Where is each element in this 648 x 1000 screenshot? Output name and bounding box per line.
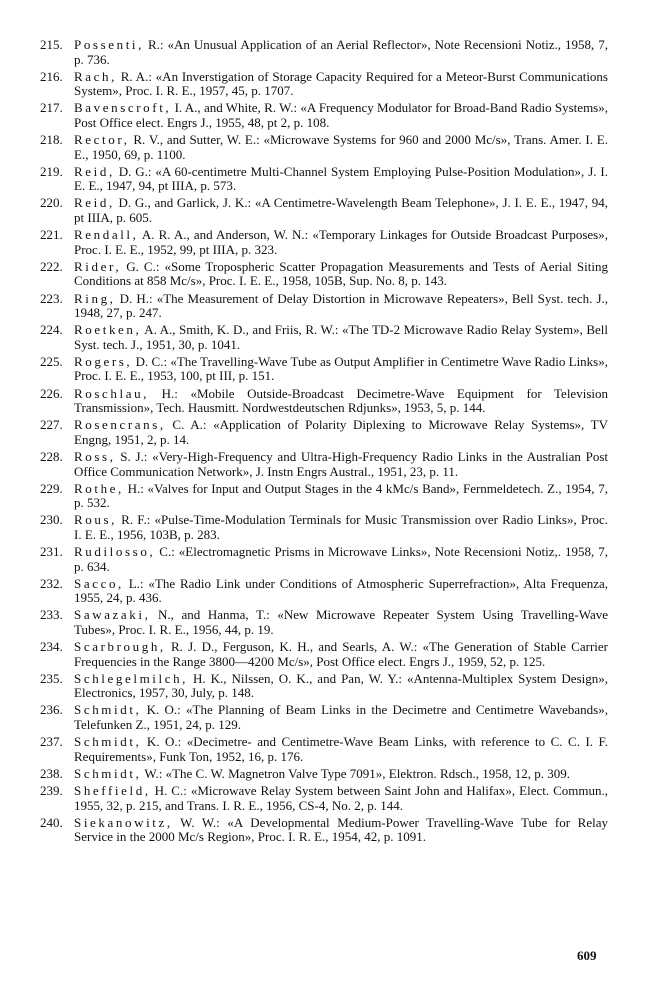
reference-number: 238. (40, 765, 63, 781)
reference-text (74, 450, 608, 479)
reference-item (40, 545, 608, 574)
reference-number: 231. (40, 544, 63, 559)
reference-item (40, 450, 608, 479)
reference-author: Roetken, (74, 322, 142, 338)
reference-text (74, 784, 608, 813)
reference-details: C.: «Electromagnetic Prisms in Microwave Links», Note Recensioni Notiz,. 1958, 7, p. 634. (74, 544, 608, 574)
reference-details: C. A.: «Application of Polarity Diplexing to Microwave Relay Systems», TV Engng, 1951, 2, p. 14. (74, 417, 608, 447)
reference-text (74, 816, 608, 845)
reference-item (40, 577, 608, 606)
reference-item (40, 767, 608, 782)
reference-text (74, 767, 608, 782)
reference-author: Rous, (74, 512, 117, 528)
reference-details: H.: «Valves for Input and Output Stages in the 4 kMc/s Band», Fernmeldetech. Z., 1954, 7, p. 532. (74, 480, 608, 511)
reference-text (74, 38, 608, 67)
reference-text (74, 735, 608, 764)
reference-item (40, 260, 608, 289)
reference-number: 239. (40, 782, 63, 798)
reference-item (40, 608, 608, 637)
reference-details: R. V., and Sutter, W. E.: «Microwave Systems for 960 and 2000 Mc/s», Trans. Amer. I. E. E., 1950, 69, p. 1100. (74, 132, 608, 162)
reference-details: G. C.: «Some Tropospheric Scatter Propagation Measurements and Tests of Aerial Siting Conditions at 858 Mc/s», Proc. I. E. E., 1958, 105B, Sup. No. 8, p. 143. (74, 258, 608, 289)
reference-details: H. K., Nilssen, O. K., and Pan, W. Y.: «Antenna-Multiplex System Design», Electronics, 1957, 30, July, p. 148. (74, 670, 608, 701)
reference-text (74, 228, 608, 257)
reference-number: 234. (40, 639, 63, 655)
reference-author: Rider, (74, 258, 122, 274)
reference-details: D. C.: «The Travelling-Wave Tube as Output Amplifier in Centimetre Wave Radio Links», Proc. I. E. E., 1953, 100, pt III, p. 151. (74, 353, 608, 384)
reference-item (40, 816, 608, 845)
reference-number: 225. (40, 353, 63, 369)
reference-text (74, 355, 608, 384)
reference-item (40, 38, 608, 67)
reference-details: D. H.: «The Measurement of Delay Distortion in Microwave Repeaters», Bell Syst. tech. J., 1948, 27, p. 247. (74, 290, 608, 321)
reference-text (74, 703, 608, 732)
reference-details: H.: «Mobile Outside-Broadcast Decimetre-Wave Equipment for Television Transmission», Tech. Hausmitt. Nordwestdeutschen Rdjunks», 1953, 5, p. 144. (74, 385, 608, 416)
reference-text (74, 418, 608, 447)
reference-item (40, 133, 608, 162)
reference-author: Rothe, (74, 480, 124, 496)
reference-item (40, 70, 608, 99)
reference-number: 227. (40, 417, 63, 433)
reference-text (74, 545, 608, 574)
reference-text (74, 608, 608, 637)
page-number: 609 (577, 948, 597, 963)
reference-number: 230. (40, 512, 63, 528)
reference-details: N., and Hanma, T.: «New Microwave Repeater System Using Travelling-Wave Tubes», Proc. I. R. E., 1956, 44, p. 19. (74, 607, 608, 637)
reference-number: 228. (40, 448, 63, 464)
reference-item (40, 355, 608, 384)
reference-author: Schmidt, (74, 734, 142, 750)
reference-details: R.: «An Unusual Application of an Aerial Reflector», Note Recensioni Notiz., 1958, 7, p. 736. (74, 37, 608, 67)
reference-number: 220. (40, 195, 63, 211)
reference-item (40, 323, 608, 352)
reference-author: Roschlau, (74, 385, 150, 401)
reference-list (40, 38, 608, 847)
reference-text (74, 387, 608, 416)
reference-author: Rosencrans, (74, 417, 166, 433)
reference-number: 216. (40, 68, 63, 84)
reference-details: S. J.: «Very-High-Frequency and Ultra-High-Frequency Radio Links in the Australian Post Office Communication Network», J. Instn Engrs Austral., 1951, 23, p. 11. (74, 448, 608, 479)
reference-author: Ross, (74, 448, 116, 464)
reference-number: 235. (40, 670, 63, 686)
reference-author: Rendall, (74, 227, 139, 243)
reference-text (74, 672, 608, 701)
reference-details: D. G.: «A 60-centimetre Multi-Channel System Employing Pulse-Position Modulation», J. I. E. E., 1947, 94, pt IIIA, p. 573. (74, 163, 608, 194)
reference-details: R. F.: «Pulse-Time-Modulation Terminals for Music Transmission over Radio Links», Proc. I. E. E., 1956, 103B, p. 283. (74, 512, 608, 542)
reference-details: R. J. D., Ferguson, K. H., and Searls, A. W.: «The Generation of Stable Carrier Frequencies in the Range 3800—4200 Mc/s», Post Office elect. Engrs J., 1959, 52, p. 125. (74, 639, 608, 669)
reference-text (74, 292, 608, 321)
reference-item (40, 387, 608, 416)
reference-item (40, 165, 608, 194)
reference-text (74, 101, 608, 130)
reference-text (74, 323, 608, 352)
reference-text (74, 482, 608, 511)
reference-details: W. W.: «A Developmental Medium-Power Travelling-Wave Tube for Relay Service in the 2000 Mc/s Region», Proc. I. R. E., 1954, 42, p. 1091. (74, 814, 608, 845)
reference-author: Scarbrough, (74, 639, 166, 655)
reference-number: 233. (40, 607, 63, 623)
reference-author: Schmidt, (74, 765, 142, 781)
reference-item (40, 482, 608, 511)
reference-author: Rudilosso, (74, 544, 156, 559)
reference-number: 224. (40, 322, 63, 338)
reference-details: I. A., and White, R. W.: «A Frequency Modulator for Broad-Band Radio Systems», Post Office elect. Engrs J., 1955, 48, pt 2, p. 108. (74, 100, 608, 130)
reference-number: 218. (40, 132, 63, 148)
reference-number: 232. (40, 575, 63, 591)
reference-author: Bavenscroft, (74, 100, 172, 116)
reference-details: A. A., Smith, K. D., and Friis, R. W.: «The TD-2 Microwave Radio Relay System», Bell Syst. tech. J., 1951, 30, p. 1041. (74, 322, 608, 352)
reference-author: Sacco, (74, 575, 124, 591)
reference-item (40, 196, 608, 225)
reference-author: Rach, (74, 68, 117, 84)
reference-details: H. C.: «Microwave Relay System between Saint John and Halifax», Elect. Commun., 1955, 32, p. 215, and Trans. I. R. E., 1956, CS-4, No. 2, p. 144. (74, 782, 608, 813)
reference-number: 229. (40, 480, 63, 496)
reference-details: W.: «The C. W. Magnetron Valve Type 7091», Elektron. Rdsch., 1958, 12, p. 309. (141, 765, 571, 781)
reference-author: Reid, (74, 163, 115, 179)
reference-details: R. A.: «An Inverstigation of Storage Capacity Required for a Meteor-Burst Communications System», Proc. I. R. E., 1957, 45, p. 1707. (74, 68, 608, 99)
reference-number: 240. (40, 814, 63, 830)
reference-author: Sheffield, (74, 782, 151, 798)
reference-author: Rogers, (74, 353, 133, 369)
reference-author: Possenti, (74, 37, 144, 52)
reference-details: K. O.: «Decimetre- and Centimetre-Wave Beam Links, with reference to C. C. I. F. Requirements», Funk Ton, 1952, 16, p. 176. (74, 734, 608, 764)
reference-author: Siekanowitz, (74, 814, 173, 830)
reference-item (40, 735, 608, 764)
reference-text (74, 70, 608, 99)
reference-text (74, 133, 608, 162)
reference-number: 222. (40, 258, 63, 274)
reference-item (40, 513, 608, 542)
reference-author: Ring, (74, 290, 116, 306)
reference-item (40, 672, 608, 701)
reference-number: 215. (40, 37, 63, 52)
reference-item (40, 101, 608, 130)
reference-author: Rector, (74, 132, 130, 148)
reference-text (74, 196, 608, 225)
reference-item (40, 228, 608, 257)
reference-item (40, 640, 608, 669)
reference-number: 237. (40, 734, 63, 750)
reference-details: A. R. A., and Anderson, W. N.: «Temporary Linkages for Outside Broadcast Purposes», Proc. I. E. E., 1952, 99, pt IIIA, p. 323. (74, 227, 608, 257)
reference-number: 221. (40, 227, 63, 243)
reference-author: Reid, (74, 195, 115, 211)
reference-text (74, 165, 608, 194)
reference-item (40, 292, 608, 321)
reference-number: 223. (40, 290, 63, 306)
reference-number: 217. (40, 100, 63, 116)
reference-author: Schlegelmilch, (74, 670, 189, 686)
reference-text (74, 513, 608, 542)
reference-number: 236. (40, 702, 63, 718)
reference-details: D. G., and Garlick, J. K.: «A Centimetre-Wavelength Beam Telephone», J. I. E. E., 1947, 94, pt IIIA, p. 605. (74, 195, 608, 226)
reference-item (40, 784, 608, 813)
reference-text (74, 577, 608, 606)
reference-number: 226. (40, 385, 63, 401)
reference-text (74, 260, 608, 289)
reference-details: K. O.: «The Planning of Beam Links in the Decimetre and Centimetre Wavebands», Telefunken Z., 1951, 24, p. 129. (74, 702, 608, 733)
reference-item (40, 418, 608, 447)
reference-author: Schmidt, (74, 702, 142, 718)
reference-author: Sawazaki, (74, 607, 151, 623)
reference-item (40, 703, 608, 732)
reference-text (74, 640, 608, 669)
reference-number: 219. (40, 163, 63, 179)
reference-details: L.: «The Radio Link under Conditions of Atmospheric Superrefraction», Alta Frequenza, 1955, 24, p. 436. (74, 575, 608, 606)
